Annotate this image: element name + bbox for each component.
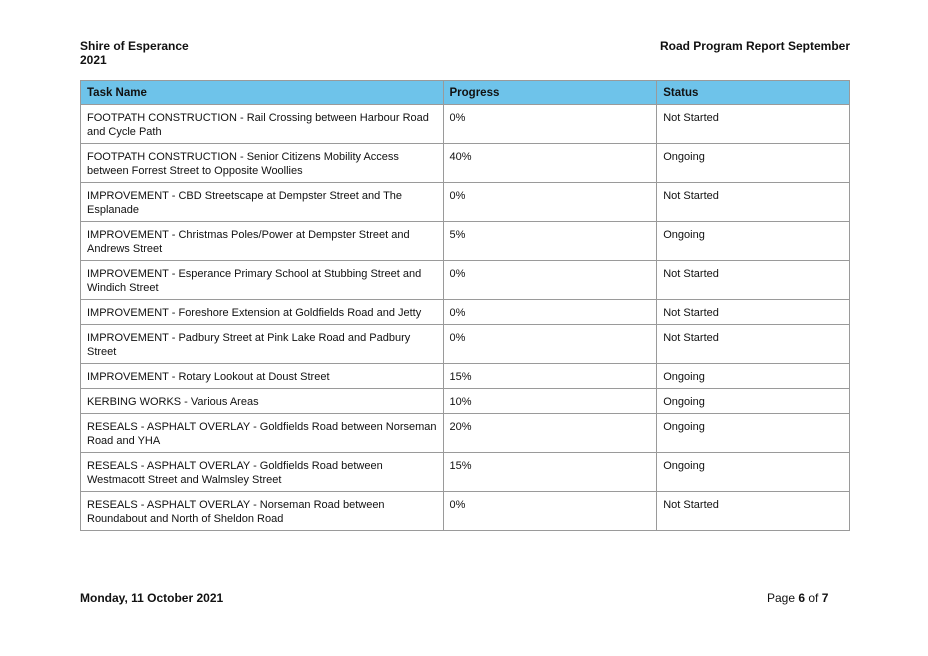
progress-cell: 0%	[443, 300, 657, 325]
status-cell: Not Started	[657, 300, 850, 325]
table-row	[81, 492, 850, 531]
task-name-cell: FOOTPATH CONSTRUCTION - Senior Citizens Mobility Access between Forrest Street to Opposite Woollies	[81, 144, 444, 183]
column-header-status: Status	[657, 81, 850, 105]
progress-cell: 15%	[443, 364, 657, 389]
task-name-cell: RESEALS - ASPHALT OVERLAY - Goldfields Road between Westmacott Street and Walmsley Street	[81, 453, 444, 492]
progress-cell: 5%	[443, 222, 657, 261]
table-row	[81, 414, 850, 453]
organization-name: Shire of Esperance	[80, 39, 189, 53]
table-header-row	[81, 81, 850, 105]
table-row	[81, 105, 850, 144]
status-cell: Not Started	[657, 183, 850, 222]
progress-cell: 10%	[443, 389, 657, 414]
task-name-cell: IMPROVEMENT - Foreshore Extension at Goldfields Road and Jetty	[81, 300, 444, 325]
progress-cell: 0%	[443, 183, 657, 222]
status-cell: Ongoing	[657, 414, 850, 453]
table-row	[81, 183, 850, 222]
report-title: Road Program Report September	[659, 39, 850, 53]
progress-cell: 0%	[443, 325, 657, 364]
report-date: Monday, 11 October 2021	[80, 591, 224, 605]
page-prefix: Page	[767, 591, 799, 605]
table-row	[81, 389, 850, 414]
page-total: 7	[821, 591, 829, 605]
road-program-table	[80, 80, 850, 531]
status-cell: Ongoing	[657, 144, 850, 183]
status-cell: Ongoing	[657, 389, 850, 414]
page-current: 6	[798, 591, 806, 605]
status-cell: Ongoing	[657, 453, 850, 492]
task-name-cell: IMPROVEMENT - Padbury Street at Pink Lake Road and Padbury Street	[81, 325, 444, 364]
progress-cell: 0%	[443, 105, 657, 144]
task-name-cell: RESEALS - ASPHALT OVERLAY - Norseman Road between Roundabout and North of Sheldon Road	[81, 492, 444, 531]
task-name-cell: FOOTPATH CONSTRUCTION - Rail Crossing between Harbour Road and Cycle Path	[81, 105, 444, 144]
task-name-cell: IMPROVEMENT - Christmas Poles/Power at Dempster Street and Andrews Street	[81, 222, 444, 261]
status-cell: Ongoing	[657, 364, 850, 389]
status-cell: Not Started	[657, 325, 850, 364]
task-name-cell: RESEALS - ASPHALT OVERLAY - Goldfields Road between Norseman Road and YHA	[81, 414, 444, 453]
task-name-cell: KERBING WORKS - Various Areas	[81, 389, 444, 414]
table-row	[81, 222, 850, 261]
table-row	[81, 364, 850, 389]
task-name-cell: IMPROVEMENT - Rotary Lookout at Doust Street	[81, 364, 444, 389]
table-row	[81, 300, 850, 325]
task-name-cell: IMPROVEMENT - Esperance Primary School at Stubbing Street and Windich Street	[81, 261, 444, 300]
task-name-cell: IMPROVEMENT - CBD Streetscape at Dempster Street and The Esplanade	[81, 183, 444, 222]
table-row	[81, 144, 850, 183]
report-year: 2021	[80, 53, 107, 67]
page-separator: of	[805, 591, 822, 605]
progress-cell: 0%	[443, 492, 657, 531]
progress-cell: 20%	[443, 414, 657, 453]
table-body	[81, 105, 850, 531]
page-indicator	[767, 591, 828, 605]
column-header-progress: Progress	[443, 81, 657, 105]
status-cell: Not Started	[657, 105, 850, 144]
organization-header	[80, 39, 220, 67]
column-header-task-name: Task Name	[81, 81, 444, 105]
status-cell: Not Started	[657, 261, 850, 300]
table-row	[81, 325, 850, 364]
progress-cell: 15%	[443, 453, 657, 492]
status-cell: Ongoing	[657, 222, 850, 261]
progress-cell: 0%	[443, 261, 657, 300]
table-row	[81, 453, 850, 492]
progress-cell: 40%	[443, 144, 657, 183]
status-cell: Not Started	[657, 492, 850, 531]
table-row	[81, 261, 850, 300]
